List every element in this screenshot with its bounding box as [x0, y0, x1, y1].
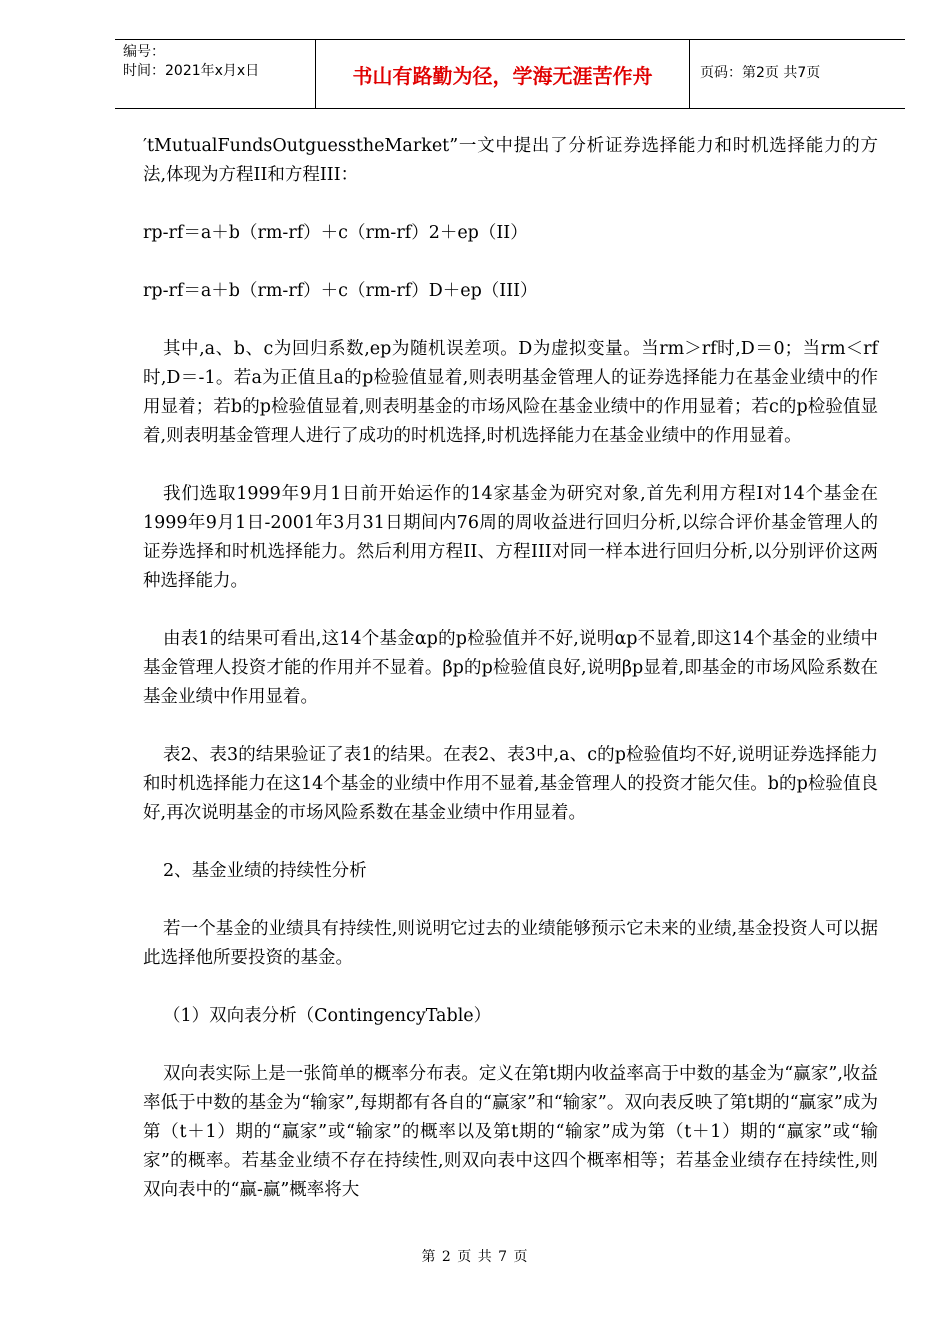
page-footer: 第 2 页 共 7 页	[421, 1249, 529, 1265]
section-heading-persistence: 2、基金业绩的持续性分析	[163, 861, 367, 881]
header-motto: 书山有路勤为径，学海无涯苦作舟	[352, 64, 653, 88]
header-page-info: 页码：第2页 共7页	[700, 65, 821, 81]
paragraph-sample: 我们选取1999年9月1日前开始运作的14家基金为研究对象,首先利用方程I对14个基金在1999年9月1日-2001年3月31日期间内76周的周收益进行回归分析,以综合评价基金管理人的证券选择和时机选择能力。然后利用方程II、方程III对同一样本进行回归分析,以分别评价这两种选择能力。	[143, 484, 878, 591]
subsection-heading-contingency: （1）双向表分析（ContingencyTable）	[163, 1006, 492, 1026]
page-header	[115, 39, 905, 109]
paragraph-persistence: 若一个基金的业绩具有持续性,则说明它过去的业绩能够预示它未来的业绩,基金投资人可以据此选择他所要投资的基金。	[143, 919, 878, 968]
header-page-cell	[690, 40, 905, 108]
paragraph-table23-results: 表2、表3的结果验证了表1的结果。在表2、表3中,a、c的p检验值均不好,说明证券选择能力和时机选择能力在这14个基金的业绩中作用不显着,基金管理人的投资才能欠佳。b的p检验值良好,再次说明基金的市场风险系数在基金业绩中作用显着。	[143, 745, 878, 823]
document-body	[143, 132, 878, 1234]
header-meta-cell	[115, 40, 316, 108]
document-number-label: 编号：	[123, 44, 165, 60]
equation-ii: rp-rf＝a＋b（rm-rf）＋c（rm-rf）2＋ep（II）	[143, 223, 528, 243]
paragraph-contingency: 双向表实际上是一张简单的概率分布表。定义在第t期内收益率高于中数的基金为“赢家”,收益率低于中数的基金为“输家”,每期都有各自的“赢家”和“输家”。双向表反映了第t期的“赢家”成为第（t＋1）期的“赢家”或“输家”的概率以及第t期的“输家”成为第（t＋1）期的“赢家”或“输家”的概率。若基金业绩不存在持续性,则双向表中这四个概率相等；若基金业绩存在持续性,则双向表中的“赢-赢”概率将大	[143, 1064, 878, 1200]
equation-iii: rp-rf＝a＋b（rm-rf）＋c（rm-rf）D＋ep（III）	[143, 281, 538, 301]
paragraph-intro: ′tMutualFundsOutguesstheMarket”一文中提出了分析证券选择能力和时机选择能力的方法,体现为方程II和方程III：	[143, 136, 878, 185]
header-motto-cell	[316, 40, 690, 108]
document-time-label: 时间：2021年x月x日	[123, 63, 260, 79]
paragraph-table1-results: 由表1的结果可看出,这14个基金αp的p检验值并不好,说明αp不显着,即这14个基金的业绩中基金管理人投资才能的作用并不显着。βp的p检验值良好,说明βp显着,即基金的市场风险系数在基金业绩中作用显着。	[143, 629, 878, 707]
paragraph-coefficients: 其中,a、b、c为回归系数,ep为随机误差项。D为虚拟变量。当rm＞rf时,D＝0；当rm＜rf时,D＝-1。若a为正值且a的p检验值显着,则表明基金管理人的证券选择能力在基金业绩中的作用显着；若b的p检验值显着,则表明基金的市场风险在基金业绩中的作用显着；若c的p检验值显着,则表明基金管理人进行了成功的时机选择,时机选择能力在基金业绩中的作用显着。	[143, 339, 878, 446]
